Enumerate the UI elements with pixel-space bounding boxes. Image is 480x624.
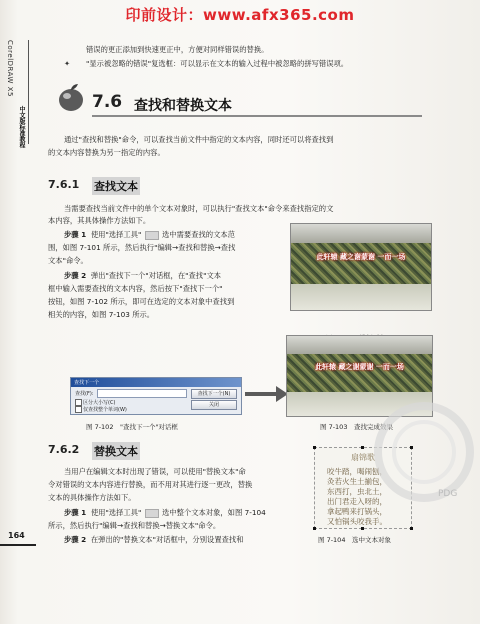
figure-crowd xyxy=(291,243,431,284)
find-step2-line-1 xyxy=(64,270,221,281)
stamp-label: PDG xyxy=(438,489,458,499)
figure-crowd xyxy=(287,354,432,392)
book-sidebar xyxy=(2,40,32,162)
find-step1-line-1 xyxy=(64,229,235,240)
find-next-button[interactable]: 查找下一个(N) xyxy=(191,389,237,399)
find-step1-label: 步骤 1 xyxy=(64,230,87,239)
section-desc-2: 的文本内容替换为另一指定的内容。 xyxy=(48,148,165,157)
figure-headline: 此轩辕 藏之谢蒙谢 一而一场 xyxy=(315,363,404,372)
book-title: CorelDRAW X5 xyxy=(6,40,14,97)
find-step1-line-3: 文本"命令。 xyxy=(48,256,88,265)
figure-sky xyxy=(287,336,432,354)
subsection-replace-title: 替换文本 xyxy=(92,442,140,460)
replace-step1-text-a: 使用"选择工具" xyxy=(90,508,142,517)
find-step2-line-3: 按钮，如图 7-102 所示，即可在选定的文本对象中查找到 xyxy=(48,297,235,306)
whole-word-checkbox[interactable] xyxy=(75,406,82,413)
find-input[interactable] xyxy=(97,389,187,398)
subsection-replace-number: 7.6.2 xyxy=(48,443,80,456)
find-step2-label: 步骤 2 xyxy=(64,271,87,280)
figure-band xyxy=(291,284,431,310)
page-number: 164 xyxy=(8,531,25,540)
find-para-1: 当需要查找当前文件中的单个文本对象时，可以执行"查找文本"命令来查找指定的文 xyxy=(64,204,334,213)
find-next-dialog xyxy=(70,377,242,415)
find-step1-text-a: 使用"选择工具" xyxy=(90,230,142,239)
match-case-label: 区分大小写(C) xyxy=(83,400,116,406)
replace-step1-line-1 xyxy=(64,507,266,518)
replace-step1-label: 步骤 1 xyxy=(64,508,87,517)
poem-line: 咬牛踏，喝闹刨， xyxy=(327,467,387,476)
selection-handle[interactable] xyxy=(313,527,316,530)
subsection-find-title: 查找文本 xyxy=(92,177,140,195)
page-footer-rule xyxy=(0,544,36,546)
select-tool-icon xyxy=(145,509,159,518)
poem-line: 出门君走入呀的， xyxy=(327,497,387,506)
find-step2-line-4: 相关的内容，如图 7-103 所示。 xyxy=(48,310,155,319)
figure-7-101-image xyxy=(290,223,432,311)
find-step2-text-a: 弹出"查找下一个"对话框，在"查找"文本 xyxy=(90,271,222,280)
find-step2-line-2: 框中输入需要查找的文本内容，然后按下"查找下一个" xyxy=(48,284,223,293)
arrow-shaft xyxy=(245,392,277,396)
replace-para-1: 当用户在编辑文本时出现了错误，可以使用"替换文本"命 xyxy=(64,467,246,476)
figure-headline: 此轩辕 藏之谢蒙谢 一而一场 xyxy=(316,253,406,262)
section-number: 7.6 xyxy=(92,92,123,112)
subsection-find-number: 7.6.1 xyxy=(48,178,80,191)
poem-line: 灸若火生土揃包， xyxy=(327,477,387,486)
replace-para-3: 文本的具体操作方法如下。 xyxy=(48,493,136,502)
sidebar-divider xyxy=(28,40,29,144)
selection-handle[interactable] xyxy=(361,446,364,449)
replace-para-2: 令对错误的文本内容进行替换，而不用对其进行逐一更改，替换 xyxy=(48,480,253,489)
intro-line-2: "显示被忽略的错误"复选框：可以显示在文本的输入过程中被忽略的拼写错误项。 xyxy=(86,59,349,68)
whole-word-label: 仅查找整个单词(W) xyxy=(83,407,127,413)
close-button[interactable]: 关闭 xyxy=(191,400,237,410)
selection-handle[interactable] xyxy=(361,527,364,530)
intro-line-1: 错误的更正添加到快速更正中，方便对同样错误的替换。 xyxy=(86,45,269,54)
section-rule xyxy=(92,115,422,117)
find-para-2: 本内容，其具体操作方法如下。 xyxy=(48,216,151,225)
figure-sky xyxy=(291,224,431,243)
find-label: 查找(F): xyxy=(75,391,94,397)
replace-step2-line-1 xyxy=(64,534,244,545)
section-title: 查找和替换文本 xyxy=(134,98,232,114)
selection-handle[interactable] xyxy=(410,527,413,530)
replace-step1-text-b: 选中整个文本对象，如图 7-104 xyxy=(162,508,266,517)
poem-line: 又怕锅头咬我手。 xyxy=(327,517,387,526)
figure-7-102-caption: 图 7-102 "查找下一个"对话框 xyxy=(86,423,178,431)
figure-7-103-caption: 图 7-103 查找完成效果 xyxy=(320,423,393,431)
book-subtitle: 中文版标准教程 xyxy=(18,106,25,148)
poem-line: 东西打，虫北土， xyxy=(327,487,387,496)
selection-handle[interactable] xyxy=(313,446,316,449)
find-step1-text-b: 选中需要查找的文本范 xyxy=(162,230,235,239)
pdg-stamp-icon xyxy=(372,400,476,504)
match-case-checkbox[interactable] xyxy=(75,399,82,406)
dialog-title: 查找下一个 xyxy=(74,380,100,386)
figure-7-104-caption: 图 7-104 选中文本对象 xyxy=(318,536,391,544)
apple-icon xyxy=(56,82,86,112)
poem-title: 扇锦歌 xyxy=(351,453,375,462)
watermark-text: 印前设计：www.afx365.com xyxy=(125,6,355,24)
replace-step2-text-a: 在弹出的"替换文本"对话框中，分别设置查找和 xyxy=(90,535,244,544)
replace-step2-label: 步骤 2 xyxy=(64,535,87,544)
section-desc-1: 通过"查找和替换"命令，可以查找当前文件中指定的文本内容，同时还可以将查找到 xyxy=(64,135,334,144)
find-step1-line-2: 围，如图 7-101 所示，然后执行"编辑→查找和替换→查找 xyxy=(48,243,236,252)
select-tool-icon xyxy=(145,231,159,240)
bullet-icon: ✦ xyxy=(64,59,71,68)
poem-line: 拿起鸭来打锅头， xyxy=(327,507,387,516)
replace-step1-line-2: 所示，然后执行"编辑→查找和替换→替换文本"命令。 xyxy=(48,521,221,530)
dialog-titlebar xyxy=(71,378,241,387)
